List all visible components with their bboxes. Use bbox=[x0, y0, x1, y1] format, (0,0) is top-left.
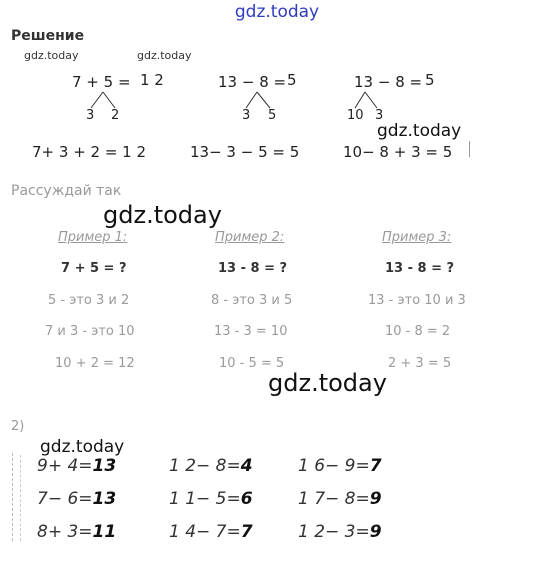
example-3-title: Пример 3: bbox=[382, 230, 452, 245]
example-2-question: 13 - 8 = ? bbox=[218, 261, 288, 276]
handwritten-answer: 6 bbox=[240, 489, 253, 509]
handwritten-problem: 1 6− 9=7 bbox=[298, 456, 382, 476]
handwritten-problem: 7− 6=13 bbox=[37, 489, 117, 509]
part-2-label: 2) bbox=[11, 419, 25, 434]
watermark-medium-2: gdz.today bbox=[40, 437, 125, 457]
example-1-title: Пример 1: bbox=[58, 230, 128, 245]
handwritten-problem: 1 2− 8=4 bbox=[169, 456, 253, 476]
equation-2-chain: 13− 3 − 5 = 5 bbox=[190, 143, 300, 161]
example-3-line-2: 10 - 8 = 2 bbox=[385, 324, 451, 339]
equation-3-branch-right: 3 bbox=[375, 108, 384, 123]
solution-heading: Решение bbox=[11, 28, 85, 44]
example-1-line-3: 10 + 2 = 12 bbox=[55, 356, 135, 371]
notebook-guide-line-2 bbox=[20, 455, 22, 541]
equation-3-expr: 13 − 8 = bbox=[354, 73, 423, 91]
example-1-line-2: 7 и 3 - это 10 bbox=[45, 324, 135, 339]
example-2-line-3: 10 - 5 = 5 bbox=[219, 356, 285, 371]
example-1-question: 7 + 5 = ? bbox=[61, 261, 127, 276]
handwritten-answer: 9 bbox=[369, 489, 382, 509]
watermark-small-1: gdz.today bbox=[24, 49, 79, 62]
equation-1-branch-left: 3 bbox=[86, 108, 95, 123]
equation-3-chain: 10− 8 + 3 = 5 bbox=[343, 143, 453, 161]
handwritten-problem: 1 7− 8=9 bbox=[298, 489, 382, 509]
cursor-bar bbox=[469, 141, 470, 157]
example-1-line-1: 5 - это 3 и 2 bbox=[48, 293, 130, 308]
watermark-large-1: gdz.today bbox=[103, 201, 222, 229]
watermark-large-2: gdz.today bbox=[268, 369, 387, 397]
equation-2-result: 5 bbox=[287, 71, 297, 89]
equation-3-branch-left: 10 bbox=[347, 108, 364, 123]
equation-2-branch-left: 3 bbox=[242, 108, 251, 123]
handwritten-problem: 1 4− 7=7 bbox=[169, 522, 253, 542]
example-2-line-2: 13 - 3 = 10 bbox=[214, 324, 288, 339]
handwritten-problem: 8+ 3=11 bbox=[37, 522, 117, 542]
handwritten-problem: 9+ 4=13 bbox=[37, 456, 117, 476]
handwritten-answer: 4 bbox=[240, 456, 253, 476]
equation-2-branch-right: 5 bbox=[268, 108, 277, 123]
reasoning-title: Рассуждай так bbox=[11, 183, 122, 199]
equation-3-result: 5 bbox=[425, 71, 435, 89]
example-2-line-1: 8 - это 3 и 5 bbox=[211, 293, 293, 308]
site-header-watermark: gdz.today bbox=[234, 2, 320, 22]
handwritten-answer: 7 bbox=[369, 456, 382, 476]
handwritten-problem: 1 2− 3=9 bbox=[298, 522, 382, 542]
handwritten-answer: 13 bbox=[92, 456, 117, 476]
handwritten-problem: 1 1− 5=6 bbox=[169, 489, 253, 509]
handwritten-answer: 13 bbox=[92, 489, 117, 509]
example-3-line-1: 13 - это 10 и 3 bbox=[368, 293, 466, 308]
watermark-small-2: gdz.today bbox=[137, 49, 192, 62]
equation-1-result: 1 2 bbox=[140, 71, 164, 89]
equation-1-expr: 7 + 5 = bbox=[72, 73, 131, 91]
equation-2-expr: 13 − 8 = bbox=[218, 73, 287, 91]
handwritten-answer: 9 bbox=[369, 522, 382, 542]
handwritten-answer: 7 bbox=[240, 522, 253, 542]
equation-1-branch-right: 2 bbox=[111, 108, 120, 123]
equation-1-chain: 7+ 3 + 2 = 1 2 bbox=[32, 143, 147, 161]
example-3-question: 13 - 8 = ? bbox=[385, 261, 455, 276]
handwritten-answer: 11 bbox=[92, 522, 117, 542]
watermark-medium-1: gdz.today bbox=[377, 121, 462, 141]
example-3-line-3: 2 + 3 = 5 bbox=[388, 356, 452, 371]
example-2-title: Пример 2: bbox=[215, 230, 285, 245]
